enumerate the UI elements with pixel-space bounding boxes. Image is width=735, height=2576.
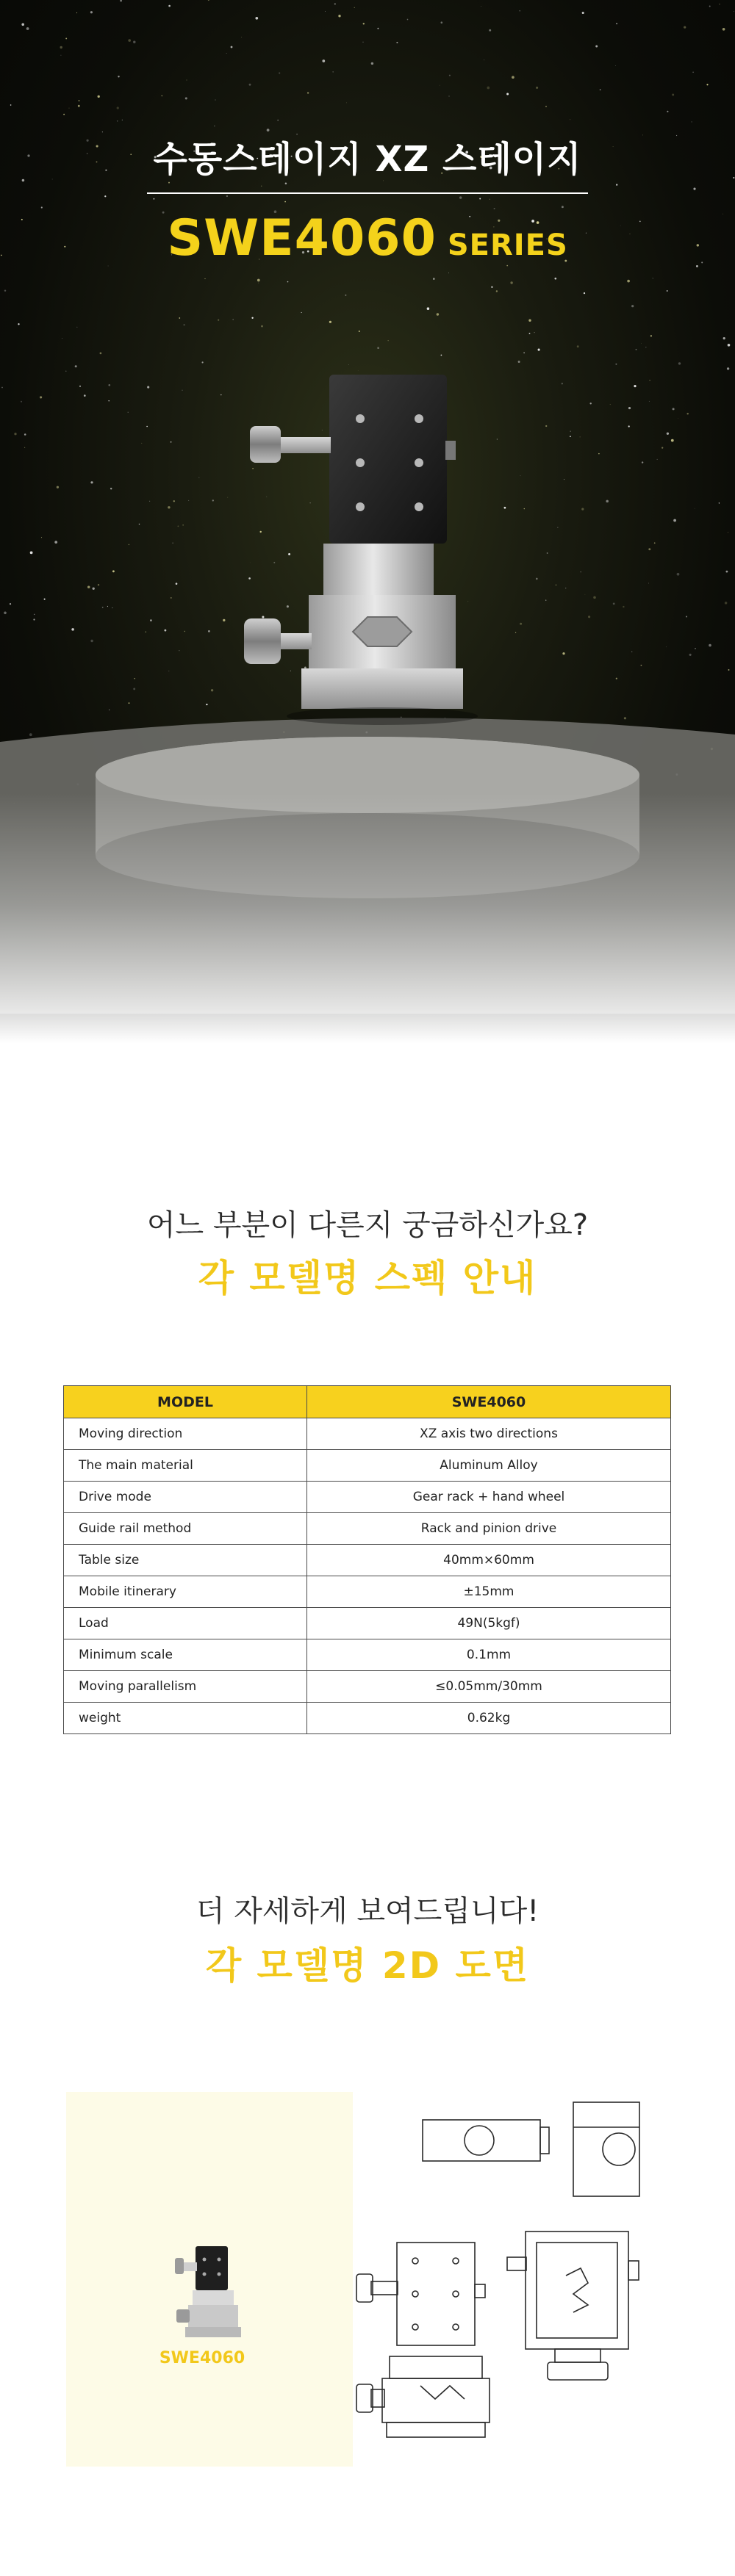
row-label: The main material bbox=[64, 1450, 307, 1482]
header-model: MODEL bbox=[64, 1386, 307, 1418]
table-row bbox=[64, 1671, 671, 1703]
row-value: ≤0.05mm/30mm bbox=[307, 1671, 671, 1703]
row-label: Load bbox=[64, 1608, 307, 1639]
row-label: Drive mode bbox=[64, 1482, 307, 1513]
row-label: weight bbox=[64, 1703, 307, 1734]
hero-divider bbox=[147, 192, 588, 194]
technical-drawing-image bbox=[66, 2092, 669, 2467]
drawing-section-subtitle: 더 자세하게 보여드립니다! bbox=[196, 1894, 539, 1928]
hero-series-name bbox=[0, 209, 735, 267]
row-label: Guide rail method bbox=[64, 1513, 307, 1545]
row-value: Rack and pinion drive bbox=[307, 1513, 671, 1545]
row-value: 0.62kg bbox=[307, 1703, 671, 1734]
row-label: Table size bbox=[64, 1545, 307, 1576]
row-label: Minimum scale bbox=[64, 1639, 307, 1671]
table-row bbox=[64, 1513, 671, 1545]
row-value: Gear rack + hand wheel bbox=[307, 1482, 671, 1513]
product-thumbnail bbox=[175, 2246, 241, 2337]
spec-table-header bbox=[64, 1386, 671, 1418]
drawing-section-title: 각 모델명 2D 도면 bbox=[205, 1944, 530, 1987]
table-row bbox=[64, 1482, 671, 1513]
hero-title: 수동스테이지 XZ 스테이지 bbox=[153, 139, 582, 180]
thumbnail-model-label: SWE4060 bbox=[159, 2349, 245, 2367]
row-label: Mobile itinerary bbox=[64, 1576, 307, 1608]
row-value: Aluminum Alloy bbox=[307, 1450, 671, 1482]
hero-bottom-fade bbox=[0, 793, 735, 1043]
series-suffix: SERIES bbox=[436, 228, 568, 262]
row-label: Moving parallelism bbox=[64, 1671, 307, 1703]
row-label: Moving direction bbox=[64, 1418, 307, 1450]
table-row bbox=[64, 1576, 671, 1608]
table-row bbox=[64, 1450, 671, 1482]
table-row bbox=[64, 1545, 671, 1576]
table-row bbox=[64, 1703, 671, 1734]
row-value: ±15mm bbox=[307, 1576, 671, 1608]
spec-section-title: 각 모델명 스펙 안내 bbox=[198, 1257, 537, 1299]
spec-table bbox=[63, 1385, 671, 1734]
spec-section-subtitle: 어느 부분이 다른지 궁금하신가요? bbox=[146, 1208, 589, 1242]
header-swe4060: SWE4060 bbox=[307, 1386, 671, 1418]
table-row bbox=[64, 1639, 671, 1671]
hero-banner bbox=[0, 0, 735, 1043]
row-value: 40mm×60mm bbox=[307, 1545, 671, 1576]
table-row bbox=[64, 1418, 671, 1450]
drawing-panel bbox=[66, 2092, 669, 2467]
row-value: 0.1mm bbox=[307, 1639, 671, 1671]
row-value: 49N(5kgf) bbox=[307, 1608, 671, 1639]
row-value: XZ axis two directions bbox=[307, 1418, 671, 1450]
series-model: SWE4060 bbox=[167, 209, 437, 267]
table-row bbox=[64, 1608, 671, 1639]
